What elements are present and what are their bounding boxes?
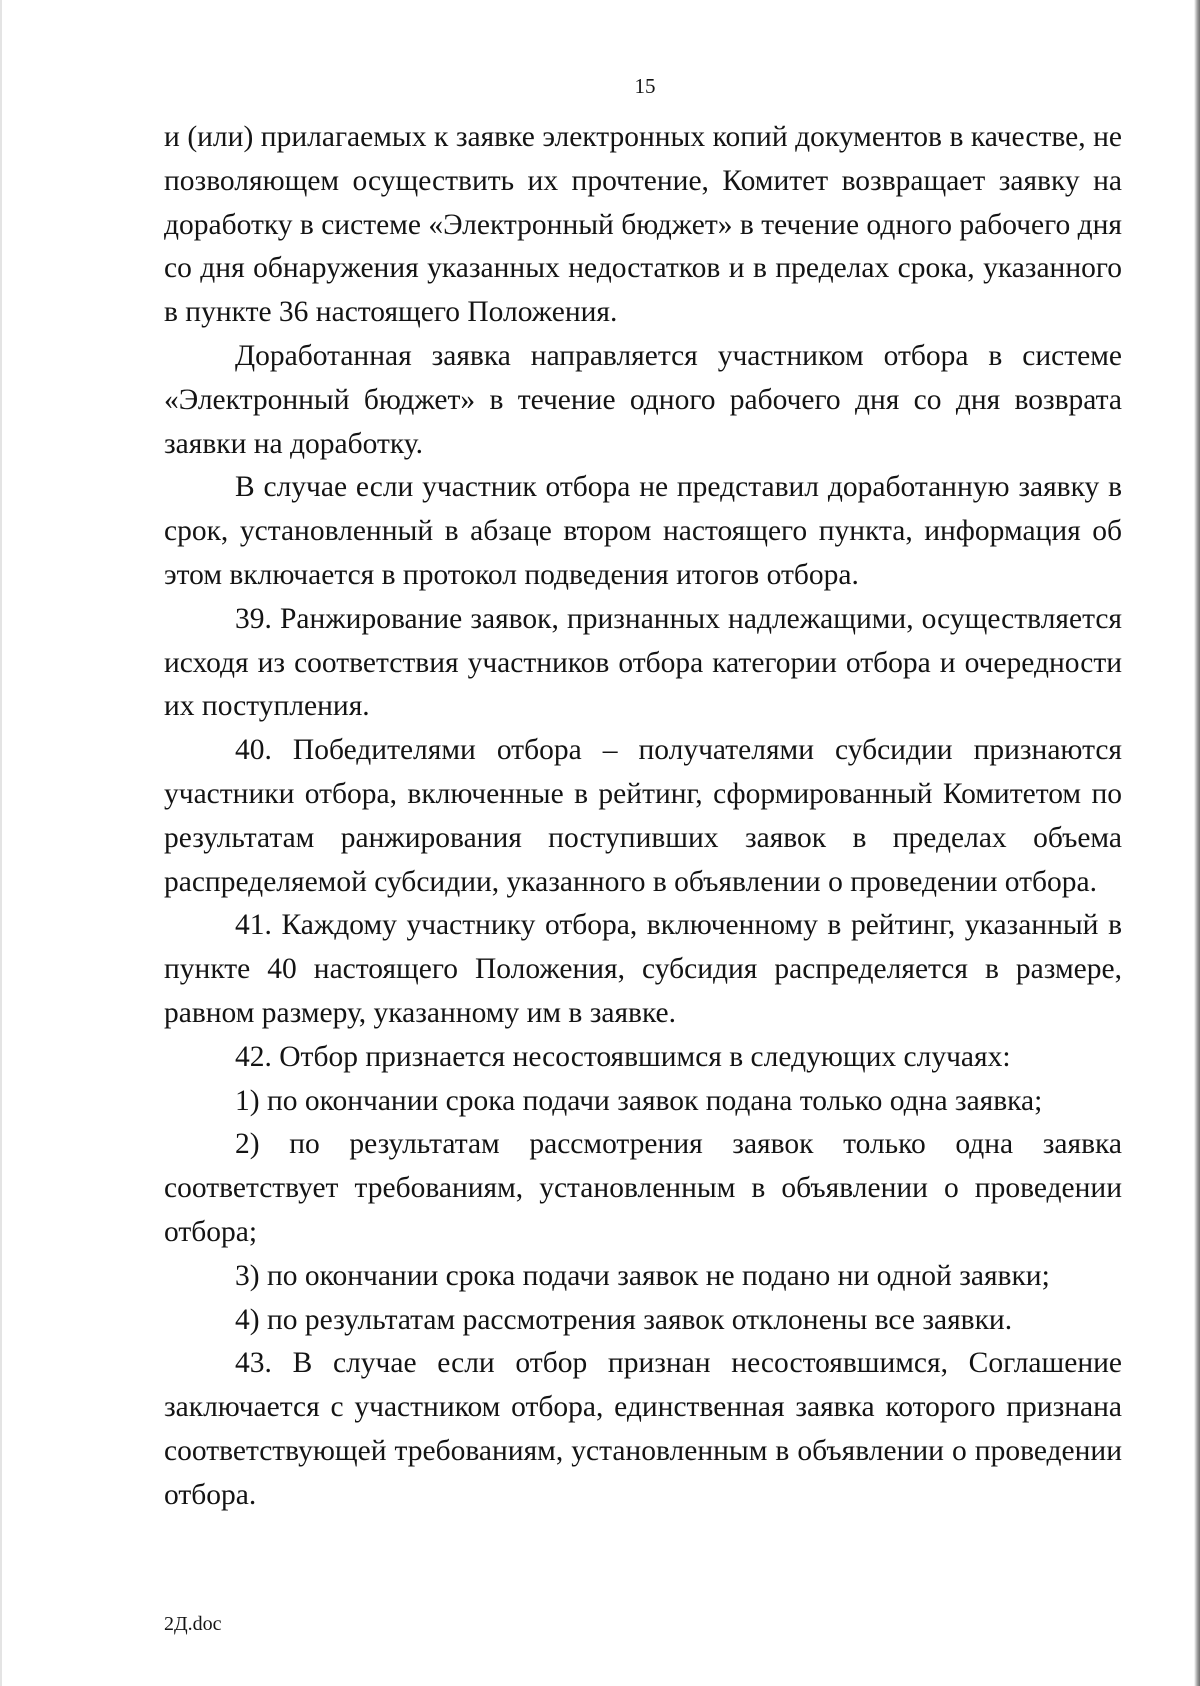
document-body <box>164 116 1122 1518</box>
list-item-4: 4) по результатам рассмотрения заявок отклонены все заявки. <box>235 1303 1013 1336</box>
footer-filename: 2Д.doc <box>164 1613 222 1635</box>
paragraph-43: 43. В случае если отбор признан несостоявшимся, Соглашение заключается с участником отбора, единственная заявка которого признана соответствующей требованиям, установленным в объявлении о проведении отбора. <box>164 1347 1122 1511</box>
list-item-1: 1) по окончании срока подачи заявок подана только одна заявка; <box>235 1084 1043 1117</box>
paragraph-39: 39. Ранжирование заявок, признанных надлежащими, осуществляется исходя из соответствия участников отбора категории отбора и очередности их поступления. <box>164 602 1122 723</box>
paragraph-41: 41. Каждому участнику отбора, включенному в рейтинг, указанный в пункте 40 настоящего Положения, субсидия распределяется в размере, равном размеру, указанному им в заявке. <box>164 909 1122 1029</box>
paragraph-42: 42. Отбор признается несостоявшимся в следующих случаях: <box>235 1040 1011 1073</box>
scan-edge-right <box>1194 0 1200 1686</box>
list-item-3: 3) по окончании срока подачи заявок не подано ни одной заявки; <box>235 1259 1050 1292</box>
page-number: 15 <box>634 74 656 98</box>
paragraph-continuation: и (или) прилагаемых к заявке электронных копий документов в качестве, не позволяющем осуществить их прочтение, Комитет возвращает заявку на доработку в системе «Электронный бюджет» в течение одного рабочего дня со дня обнаружения указанных недостатков и в пределах срока, указанного в пункте 36 настоящего Положения. <box>164 121 1122 329</box>
list-item-2: 2) по результатам рассмотрения заявок только одна заявка соответствует требованиям, установленным в объявлении о проведении отбора; <box>164 1128 1122 1248</box>
paragraph-missed-deadline: В случае если участник отбора не представил доработанную заявку в срок, установленный в абзаце втором настоящего пункта, информация об этом включается в протокол подведения итогов отбора. <box>164 471 1122 591</box>
paragraph-revised-application: Доработанная заявка направляется участником отбора в системе «Электронный бюджет» в течение одного рабочего дня со дня возврата заявки на доработку. <box>164 339 1122 460</box>
scan-edge-left <box>0 0 2 1686</box>
paragraph-40: 40. Победителями отбора – получателями субсидии признаются участники отбора, включенные в рейтинг, сформированный Комитетом по результатам ранжирования поступивших заявок в пределах объема распределяемой субсидии, указанного в объявлении о проведении отбора. <box>164 734 1122 898</box>
